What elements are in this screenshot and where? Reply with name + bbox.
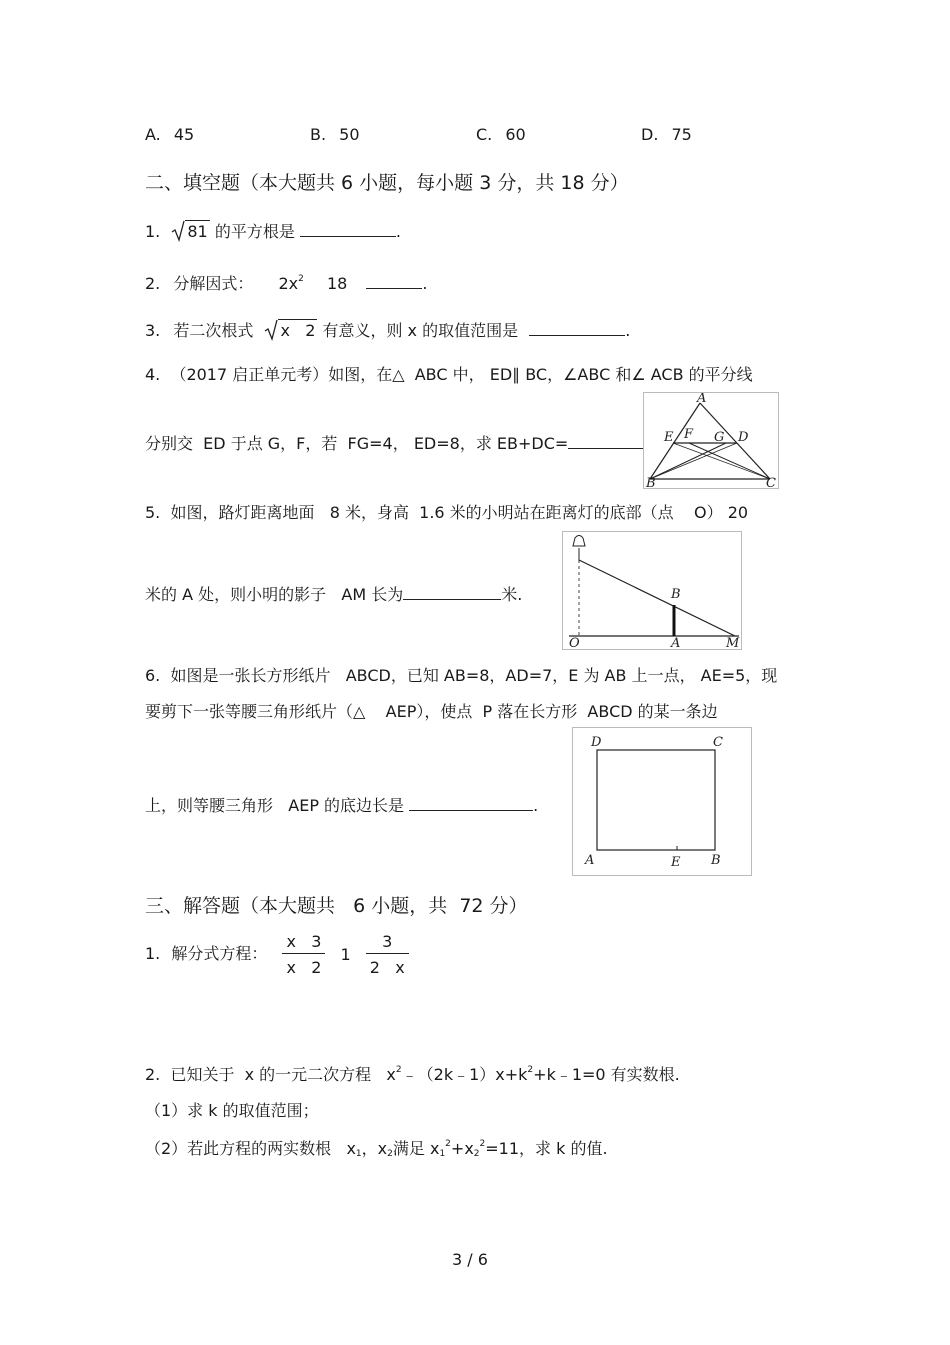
- label-c: C: [766, 476, 776, 488]
- fill-question-3: 3. 若二次根式 x 2 有意义，则 x 的取值范围是 .: [145, 321, 631, 340]
- sqrt-x-2: x 2: [264, 319, 317, 340]
- solve-question-2: 2. 已知关于 x 的一元二次方程 $x^2﹣(2k﹣1)x+k^2+k﹣1=0$ 有实数根.: [145, 1065, 680, 1084]
- section-2-title: 二、填空题（本大题共 6 小题，每小题 3 分，共 18 分）: [145, 172, 629, 194]
- label-d: D: [591, 735, 602, 750]
- fill-question-4-line2: 分别交 ED 于点 G，F，若 FG=4， ED=8，求 EB+DC=: [145, 431, 653, 454]
- label-a: A: [697, 393, 707, 406]
- page-number: 3 / 6: [452, 1250, 488, 1269]
- solve-question-1: 1. 解分式方程： $\frac{x 3}{x 2}$ 1 $\frac{3}{2 x}$: [145, 932, 409, 977]
- label-a: A: [671, 636, 681, 649]
- label-g: G: [714, 430, 725, 445]
- choice-b: B. 50: [310, 125, 360, 144]
- fill-question-6-line3: 上，则等腰三角形 AEP 的底边长是 .: [145, 796, 539, 815]
- fill-question-6-line1: 6. 如图是一张长方形纸片 ABCD，已知 AB=8，AD=7，E 为 AB 上一点， AE=5，现: [145, 666, 778, 685]
- label-e: E: [664, 430, 674, 445]
- street-lamp-figure: [562, 531, 742, 650]
- section-3-title: 三、解答题（本大题共 6 小题，共 72 分）: [145, 895, 528, 917]
- answer-blank[interactable]: [529, 319, 625, 336]
- label-b: B: [711, 853, 721, 868]
- solve-question-2-part1: （1）求 k 的取值范围；: [145, 1101, 319, 1120]
- solve-question-2-part2: （2）若此方程的两实数根 $x_1$，$x_2$满足 $x_1^2+x_2^2=11$，求 k 的值.: [145, 1139, 608, 1159]
- answer-blank[interactable]: [300, 220, 396, 237]
- answer-blank[interactable]: [403, 583, 501, 600]
- label-e: E: [671, 855, 681, 870]
- label-f: F: [684, 427, 694, 442]
- fill-question-2: 2. 分解因式： $2x^2$ 18 .: [145, 274, 428, 293]
- answer-blank[interactable]: [409, 794, 533, 811]
- fill-question-5-line1: 5. 如图，路灯距离地面 8 米，身高 1.6 米的小明站在距离灯的底部（点 O） 20: [145, 503, 749, 522]
- fill-question-1: 1. 81 的平方根是 .: [145, 222, 402, 241]
- label-b: B: [646, 476, 656, 488]
- label-m: M: [726, 636, 740, 649]
- fraction-2: $\frac{3}{2 x}$: [366, 932, 409, 977]
- label-o: O: [569, 636, 580, 649]
- choice-a: A. 45: [145, 125, 195, 144]
- fraction-1: $\frac{x 3}{x 2}$: [282, 932, 325, 977]
- fill-question-5-line2: 米的 A 处，则小明的影子 AM 长为 米.: [145, 585, 523, 604]
- label-c: C: [713, 735, 723, 750]
- label-b: B: [671, 587, 681, 602]
- answer-blank[interactable]: [366, 272, 422, 289]
- triangle-figure: [643, 392, 779, 489]
- sqrt-81: 81: [171, 220, 209, 241]
- choice-d: D. 75: [641, 125, 692, 144]
- answer-blank[interactable]: [568, 432, 648, 449]
- rectangle-figure: [572, 727, 752, 876]
- choice-c: C. 60: [476, 125, 526, 144]
- label-d: D: [738, 430, 749, 445]
- fill-question-4-line1: 4. （2017 启正单元考）如图，在△ ABC 中， ED∥ BC，∠ABC 和∠ ACB 的平分线: [145, 365, 753, 384]
- radical-sign-icon: [171, 220, 185, 242]
- label-a: A: [585, 853, 595, 868]
- fill-question-6-line2: 要剪下一张等腰三角形纸片（△ AEP），使点 P 落在长方形 ABCD 的某一条边: [145, 702, 718, 721]
- radical-sign-icon: [264, 319, 278, 341]
